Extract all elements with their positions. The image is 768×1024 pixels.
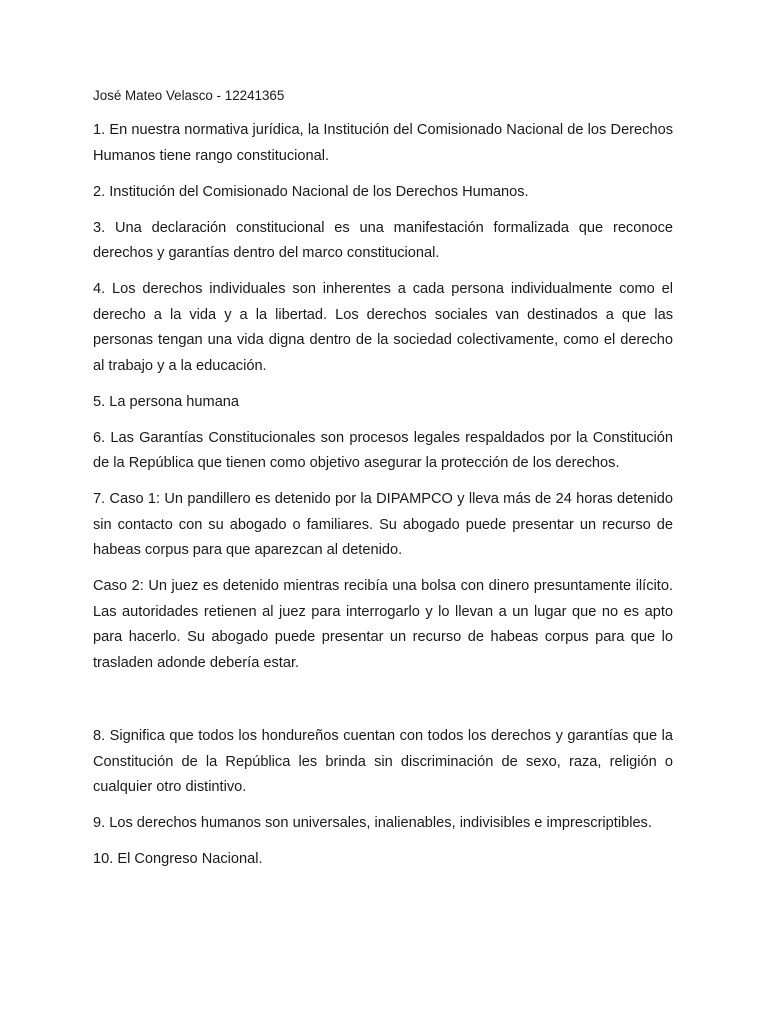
- document-body: [93, 86, 673, 883]
- answer-4: 4. Los derechos individuales son inherentes a cada persona individualmente como el derecho a la vida y a la libertad. Los derechos sociales van destinados a que las personas tengan una vida digna dentro de la sociedad colectivamente, como el derecho al trabajo y a la educación.: [93, 281, 673, 374]
- answer-10: 10. El Congreso Nacional.: [93, 851, 263, 867]
- answer-7-case-2: Caso 2: Un juez es detenido mientras recibía una bolsa con dinero presuntamente ilícito. Las autoridades retienen al juez para interrogarlo y lo llevan a un lugar que no es apto para hacerlo. Su abogado puede presentar un recurso de habeas corpus para que lo trasladen adonde debería estar.: [93, 578, 673, 671]
- answer-9: 9. Los derechos humanos son universales, inalienables, indivisibles e imprescriptibles.: [93, 815, 652, 831]
- answer-6: 6. Las Garantías Constitucionales son procesos legales respaldados por la Constitución de la República que tienen como objetivo asegurar la protección de los derechos.: [93, 429, 673, 471]
- answer-2: 2. Institución del Comisionado Nacional de los Derechos Humanos.: [93, 183, 529, 200]
- author-line: José Mateo Velasco - 12241365: [93, 88, 285, 103]
- answer-1: 1. En nuestra normativa jurídica, la Institución del Comisionado Nacional de los Derechos Humanos tiene rango constitucional.: [93, 122, 673, 164]
- answer-8: 8. Significa que todos los hondureños cuentan con todos los derechos y garantías que la Constitución de la República les brinda sin discriminación de sexo, raza, religión o cualquier otro distintivo.: [93, 728, 673, 795]
- answer-3: 3. Una declaración constitucional es una manifestación formalizada que reconoce derechos y garantías dentro del marco constitucional.: [93, 219, 673, 261]
- answer-7-case-1: 7. Caso 1: Un pandillero es detenido por la DIPAMPCO y lleva más de 24 horas detenido sin contacto con su abogado o familiares. Su abogado puede presentar un recurso de habeas corpus para que aparezcan al detenido.: [93, 491, 673, 558]
- answer-5: 5. La persona humana: [93, 393, 240, 410]
